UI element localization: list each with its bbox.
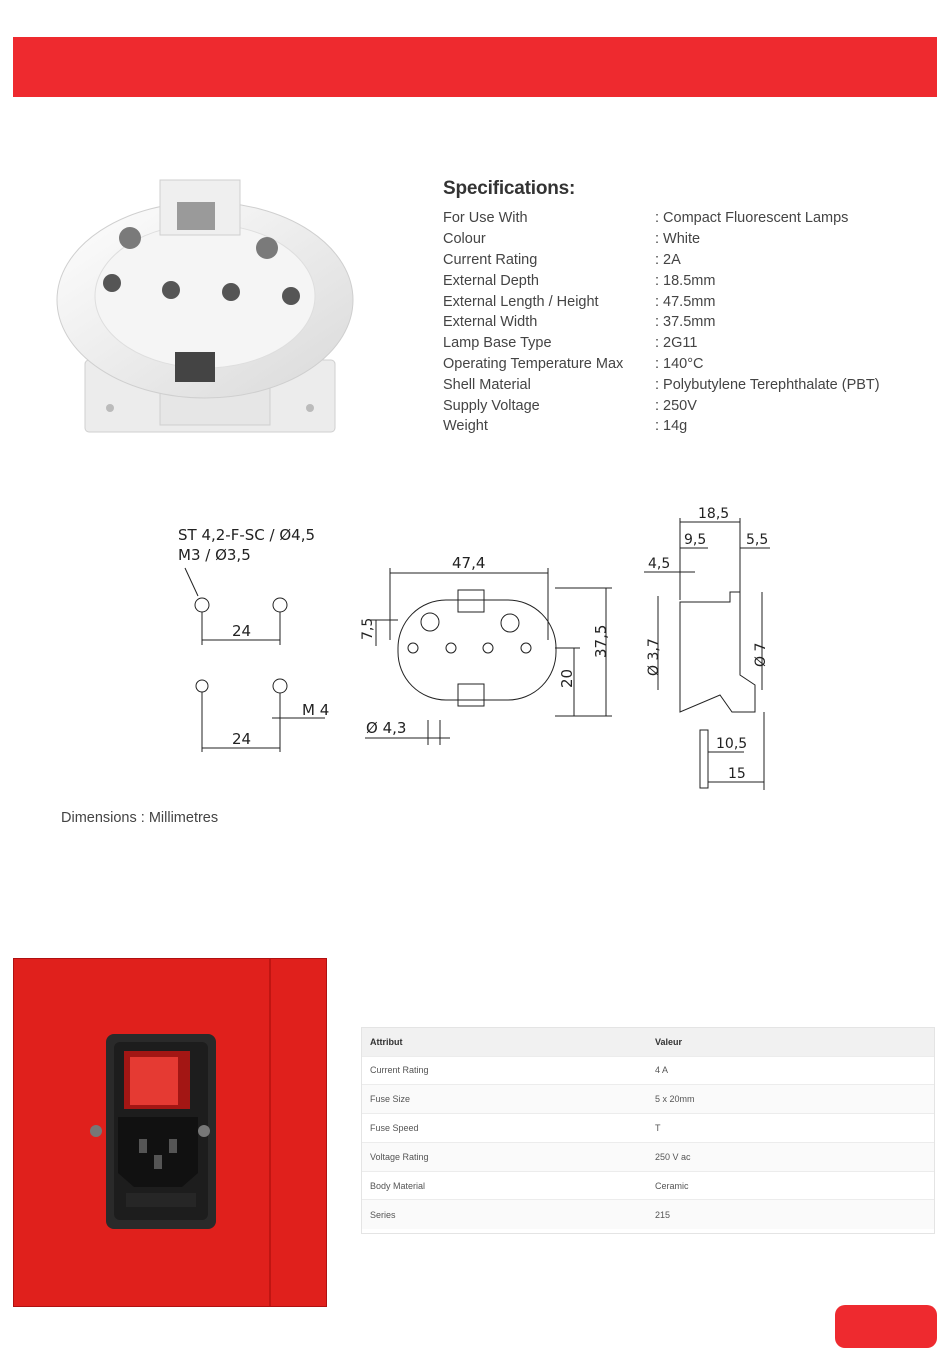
spec-value: : 2A <box>655 251 681 268</box>
value-cell: 5 x 20mm <box>647 1085 934 1114</box>
table-row <box>362 1056 934 1085</box>
header-value: Valeur <box>647 1028 934 1056</box>
table-row <box>362 1085 934 1114</box>
table-row <box>362 1142 934 1171</box>
spec-label: Current Rating <box>443 251 538 268</box>
specifications-title: Specifications: <box>443 178 576 199</box>
spec-label: Colour <box>443 231 486 248</box>
spec-label: External Depth <box>443 272 539 289</box>
dim-phi-7: Ø 7 <box>753 642 769 667</box>
dim-m4: M 4 <box>302 701 330 719</box>
fuse-holder-illustration <box>14 959 327 1307</box>
spec-row <box>443 333 913 354</box>
spec-row <box>443 291 913 312</box>
spec-label: Operating Temperature Max <box>443 355 624 372</box>
attribute-cell: Current Rating <box>362 1056 647 1085</box>
dim-7-5: 7,5 <box>360 617 376 640</box>
spec-row <box>443 374 913 395</box>
table-row <box>362 1114 934 1143</box>
spec-label: External Width <box>443 314 538 331</box>
screw-note-1: ST 4,2-F-SC / Ø4,5 <box>178 526 316 544</box>
dim-4-5: 4,5 <box>648 556 671 572</box>
spec-value: : Compact Fluorescent Lamps <box>655 210 849 227</box>
spec-label: For Use With <box>443 210 528 227</box>
screw-note-2: M3 / Ø3,5 <box>178 546 251 564</box>
attribute-cell: Series <box>362 1200 647 1229</box>
attribute-table <box>361 1027 935 1234</box>
value-cell: Ceramic <box>647 1171 934 1200</box>
spec-row <box>443 250 913 271</box>
dim-phi-4-3: Ø 4,3 <box>366 719 407 737</box>
spec-row <box>443 416 913 437</box>
spec-value: : 18.5mm <box>655 272 716 289</box>
spec-label: External Length / Height <box>443 293 599 310</box>
dim-20: 20 <box>558 668 576 688</box>
attribute-cell: Fuse Speed <box>362 1114 647 1143</box>
spec-row <box>443 229 913 250</box>
lampholder-photo <box>55 170 355 445</box>
value-cell: 4 A <box>647 1056 934 1085</box>
spec-row <box>443 270 913 291</box>
dim-47-4: 47,4 <box>452 554 486 572</box>
dim-9-5: 9,5 <box>684 532 707 548</box>
spec-value: : 140°C <box>655 355 704 372</box>
page-corner-badge <box>835 1305 937 1348</box>
spec-row <box>443 395 913 416</box>
attribute-cell: Body Material <box>362 1171 647 1200</box>
attribute-cell: Voltage Rating <box>362 1142 647 1171</box>
dim-10-5: 10,5 <box>716 736 748 752</box>
table-header-row <box>362 1028 934 1056</box>
fuse-holder-photo <box>13 958 327 1307</box>
spec-value: : 47.5mm <box>655 293 716 310</box>
table-row <box>362 1171 934 1200</box>
dim-37-5: 37,5 <box>592 624 610 658</box>
spec-value: : White <box>655 231 701 248</box>
value-cell: 215 <box>647 1200 934 1229</box>
specifications-panel <box>443 178 913 437</box>
value-cell: 250 V ac <box>647 1142 934 1171</box>
spec-row <box>443 208 913 229</box>
value-cell: T <box>647 1114 934 1143</box>
dimension-drawing <box>160 500 780 800</box>
dim-phi-3-7: Ø 3,7 <box>646 638 662 676</box>
table-row <box>362 1200 934 1229</box>
spec-label: Weight <box>443 418 488 435</box>
spec-value: : 14g <box>655 418 688 435</box>
spec-value: : 2G11 <box>655 335 698 352</box>
dim-24-top: 24 <box>232 622 252 640</box>
dimensions-note: Dimensions : Millimetres <box>61 810 219 826</box>
dim-5-5: 5,5 <box>746 532 769 548</box>
spec-value: : 37.5mm <box>655 314 716 331</box>
spec-label: Shell Material <box>443 376 531 393</box>
spec-row <box>443 354 913 375</box>
spec-label: Supply Voltage <box>443 397 540 414</box>
spec-label: Lamp Base Type <box>443 335 552 352</box>
dim-24-bottom: 24 <box>232 730 252 748</box>
spec-value: : 250V <box>655 397 697 414</box>
dim-15: 15 <box>728 766 746 782</box>
spec-value: : Polybutylene Terephthalate (PBT) <box>655 376 880 393</box>
spec-row <box>443 312 913 333</box>
header-attribute: Attribut <box>362 1028 647 1056</box>
attribute-cell: Fuse Size <box>362 1085 647 1114</box>
dim-18-5: 18,5 <box>698 506 730 522</box>
header-banner <box>13 37 937 97</box>
